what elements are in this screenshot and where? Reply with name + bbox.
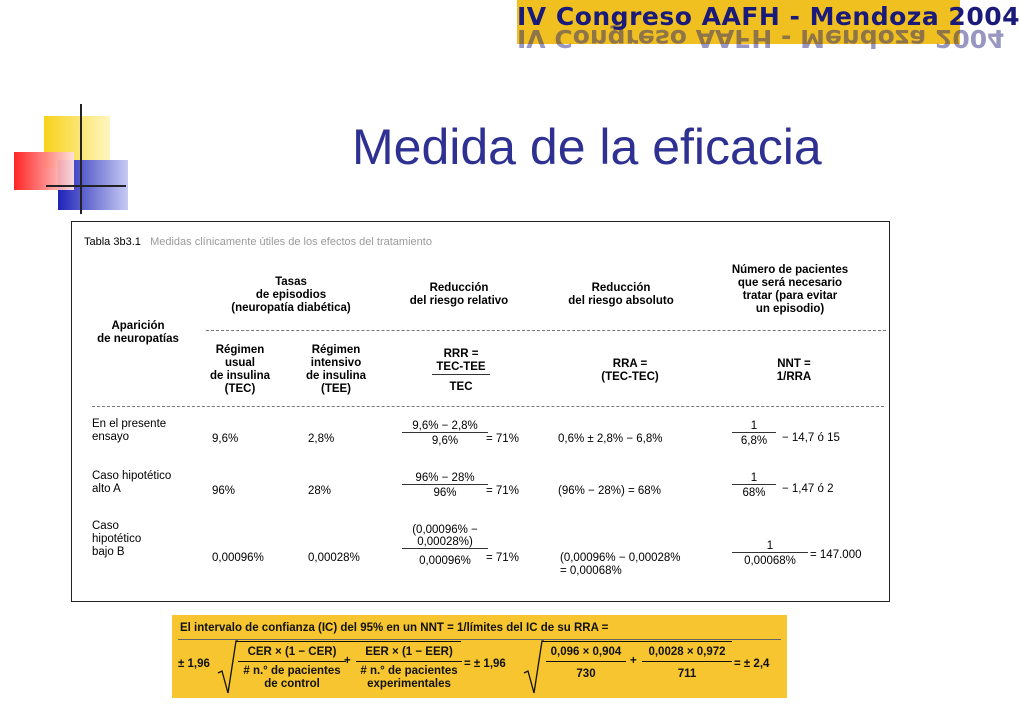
header-rrr-formula: RRR = TEC-TEE TEC: [416, 348, 506, 394]
formula-pm-1: ± 1,96: [178, 658, 210, 670]
row1-tee: 2,8%: [308, 433, 335, 445]
formula-intro: El intervalo de confianza (IC) del 95% en un NNT = 1/límites del IC de su RRA =: [180, 622, 609, 634]
row1-label: En el presente ensayo: [92, 418, 167, 443]
table-caption: [84, 236, 432, 248]
row3-label: Caso hipotético bajo B: [92, 520, 142, 558]
header-rra: Reducción del riesgo absoluto: [568, 282, 674, 307]
row2-rra: (96% − 28%) = 68%: [558, 485, 661, 497]
header-divider: [206, 330, 886, 331]
eq-pm: = ± 1,96: [464, 658, 506, 670]
plus-1: +: [344, 655, 351, 667]
t3-num: 0,096 × 0,904: [550, 646, 622, 658]
t3-den: 730: [576, 668, 596, 680]
t2-bar: [356, 661, 462, 662]
efficacy-table: [71, 221, 890, 602]
row3-tee: 0,00028%: [308, 552, 360, 564]
row2-label: Caso hipotético alto A: [92, 470, 172, 495]
row1-tec: 9,6%: [212, 433, 239, 445]
slide-title: Medida de la eficacia: [352, 119, 822, 175]
row3-nnt-fraction: $\frac{1}{0,00068\%}$: [732, 540, 808, 567]
header-rrr: Reducción del riesgo relativo: [409, 282, 509, 307]
decorative-squares-icon: [0, 0, 140, 230]
header-rra-formula: RRA = (TEC-TEC): [601, 358, 659, 383]
row3-rrr-fraction: (0,00096% − 0,00028%) 0,00096%: [402, 524, 488, 567]
radical-bar-1: [236, 641, 461, 642]
row1-nnt-fraction: $\frac{1}{6,8\%}$: [732, 420, 776, 447]
table-caption-label: Tabla 3b3.1: [84, 236, 141, 248]
t3-bar: [546, 661, 626, 662]
t2-num: EER × (1 − EER): [365, 646, 453, 658]
banner-reflection: IV Congreso AAFH - Mendoza 2004: [517, 24, 1005, 53]
t1-num: CER × (1 − CER): [247, 646, 337, 658]
row2-nnt-fraction: $\frac{1}{68\%}$: [732, 472, 776, 499]
t2-den: # n.° de pacientes experimentales: [360, 665, 458, 690]
row2-nnt-result: − 1,47 ó 2: [782, 483, 834, 495]
header-nnt-formula: NNT = 1/RRA: [776, 358, 812, 383]
t4-num: 0,0028 × 0,972: [648, 646, 726, 658]
row2-tee: 28%: [308, 485, 332, 497]
row2-rrr-fraction: $\frac{96\% - 28\%}{96\%}$: [402, 472, 488, 499]
row1-nnt-result: − 14,7 ó 15: [782, 432, 840, 444]
row3-rra: (0,00096% − 0,00028% = 0,00068%: [560, 552, 681, 577]
radical-sign-icon: [218, 639, 238, 695]
header-aparicion: Aparición de neuropatías: [97, 320, 179, 345]
row1-rrr-result: = 71%: [486, 433, 519, 445]
header-bottom-rule: [92, 406, 884, 407]
banner-text: IV Congreso AAFH - Mendoza 2004: [517, 2, 1020, 31]
header-tec: Régimen usual de insulina (TEC): [209, 344, 271, 395]
header-tee: Régimen intensivo de insulina (TEE): [305, 344, 367, 395]
row3-tec: 0,00096%: [212, 552, 264, 564]
header-nnt: Número de pacientes que será necesario tratar (para evitar un episodio): [731, 264, 849, 315]
plus-2: +: [630, 655, 637, 667]
row3-nnt-result: = 147.000: [810, 549, 862, 561]
t1-bar: [238, 661, 346, 662]
t4-bar: [642, 661, 732, 662]
row3-rrr-result: = 71%: [486, 552, 519, 564]
row2-tec: 96%: [212, 485, 236, 497]
row1-rra: 0,6% ± 2,8% − 6,8%: [558, 433, 663, 445]
row1-rrr-fraction: $\frac{9,6\% - 2,8\%}{9,6\%}$: [402, 420, 488, 447]
table-caption-text: Medidas clínicamente útiles de los efectos del tratamiento: [150, 236, 432, 248]
formula-rule: [178, 639, 781, 640]
header-tasas: Tasas de episodios (neuropatía diabética): [231, 276, 351, 314]
confidence-interval-formula: [172, 615, 787, 698]
row2-rrr-result: = 71%: [486, 485, 519, 497]
formula-result: = ± 2,4: [734, 658, 770, 670]
t1-den: # n.° de pacientes de control: [243, 665, 341, 690]
t4-den: 711: [677, 668, 697, 680]
header-banner: [517, 0, 1020, 53]
radical-bar-2: [542, 641, 732, 642]
radical-sign-icon-2: [524, 639, 544, 695]
